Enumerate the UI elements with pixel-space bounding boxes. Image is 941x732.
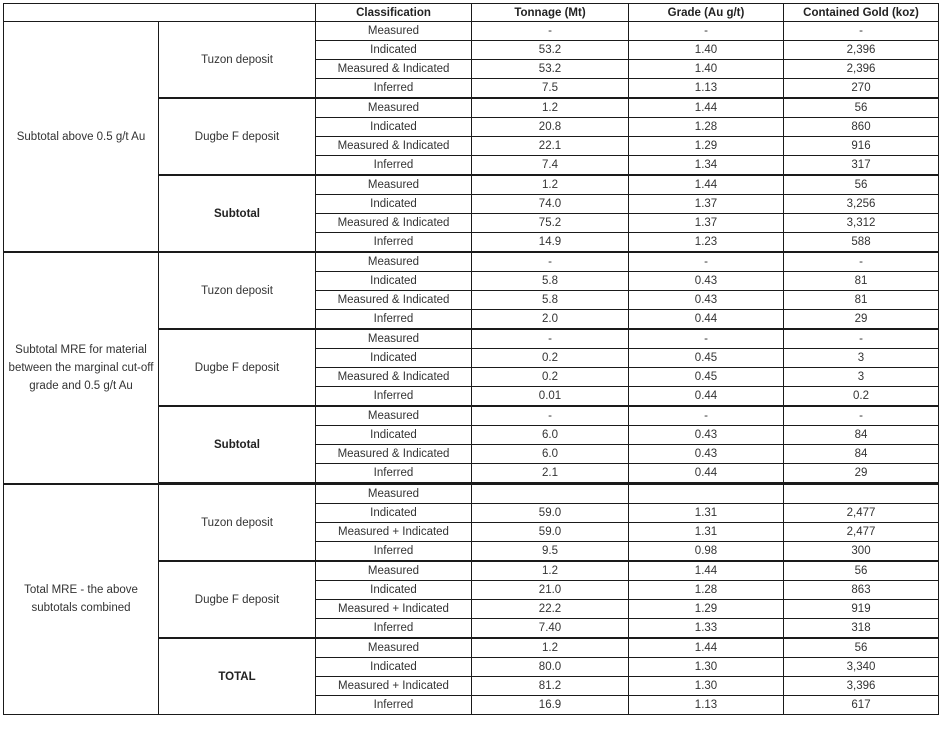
classification-cell: Measured & Indicated xyxy=(316,214,472,233)
classification-cell: Measured & Indicated xyxy=(316,368,472,387)
classification-cell: Measured & Indicated xyxy=(316,137,472,156)
classification-cell: Measured & Indicated xyxy=(316,291,472,310)
grade-cell: 1.23 xyxy=(629,233,784,253)
grade-cell: 1.28 xyxy=(629,118,784,137)
tonnage-cell: 2.0 xyxy=(472,310,629,330)
classification-cell: Measured & Indicated xyxy=(316,445,472,464)
header-tonnage: Tonnage (Mt) xyxy=(472,4,629,22)
group-label: Subtotal MRE for material between the marginal cut-off grade and 0.5 g/t Au xyxy=(4,252,159,484)
contained-gold-cell: 617 xyxy=(784,696,939,715)
grade-cell: 0.43 xyxy=(629,272,784,291)
grade-cell: 1.30 xyxy=(629,658,784,677)
classification-cell: Indicated xyxy=(316,41,472,60)
classification-cell: Measured + Indicated xyxy=(316,523,472,542)
grade-cell: 1.28 xyxy=(629,581,784,600)
header-contained-gold: Contained Gold (koz) xyxy=(784,4,939,22)
contained-gold-cell: 2,477 xyxy=(784,523,939,542)
contained-gold-cell: 3,396 xyxy=(784,677,939,696)
tonnage-cell: 53.2 xyxy=(472,60,629,79)
grade-cell: 1.44 xyxy=(629,561,784,581)
classification-cell: Indicated xyxy=(316,118,472,137)
contained-gold-cell: 863 xyxy=(784,581,939,600)
contained-gold-cell: 0.2 xyxy=(784,387,939,407)
grade-cell: 0.98 xyxy=(629,542,784,562)
contained-gold-cell: - xyxy=(784,252,939,272)
tonnage-cell: 59.0 xyxy=(472,523,629,542)
classification-cell: Measured xyxy=(316,175,472,195)
classification-cell: Measured xyxy=(316,329,472,349)
contained-gold-cell: 56 xyxy=(784,638,939,658)
contained-gold-cell: 56 xyxy=(784,175,939,195)
classification-cell: Inferred xyxy=(316,310,472,330)
classification-cell: Measured + Indicated xyxy=(316,677,472,696)
header-blank xyxy=(4,4,316,22)
classification-cell: Inferred xyxy=(316,387,472,407)
tonnage-cell: 7.5 xyxy=(472,79,629,99)
contained-gold-cell: 2,477 xyxy=(784,504,939,523)
grade-cell: 1.13 xyxy=(629,79,784,99)
tonnage-cell: - xyxy=(472,252,629,272)
mineral-resource-table xyxy=(3,3,939,715)
grade-cell: - xyxy=(629,329,784,349)
grade-cell: - xyxy=(629,406,784,426)
tonnage-cell: 22.1 xyxy=(472,137,629,156)
grade-cell: 0.43 xyxy=(629,445,784,464)
grade-cell: 1.34 xyxy=(629,156,784,176)
tonnage-cell: 7.40 xyxy=(472,619,629,639)
deposit-name: Dugbe F deposit xyxy=(159,329,316,406)
classification-cell: Inferred xyxy=(316,696,472,715)
classification-cell: Inferred xyxy=(316,464,472,484)
contained-gold-cell: - xyxy=(784,406,939,426)
contained-gold-cell: 300 xyxy=(784,542,939,562)
classification-cell: Indicated xyxy=(316,195,472,214)
table-body xyxy=(4,22,939,715)
tonnage-cell: 16.9 xyxy=(472,696,629,715)
grade-cell: 1.44 xyxy=(629,98,784,118)
contained-gold-cell: 2,396 xyxy=(784,60,939,79)
grade-cell: 1.29 xyxy=(629,137,784,156)
tonnage-cell: 6.0 xyxy=(472,426,629,445)
tonnage-cell: 80.0 xyxy=(472,658,629,677)
grade-cell xyxy=(629,484,784,504)
tonnage-cell: 59.0 xyxy=(472,504,629,523)
tonnage-cell: 53.2 xyxy=(472,41,629,60)
deposit-name: Tuzon deposit xyxy=(159,22,316,99)
grade-cell: 1.13 xyxy=(629,696,784,715)
contained-gold-cell: - xyxy=(784,22,939,41)
grade-cell: 1.29 xyxy=(629,600,784,619)
header-classification: Classification xyxy=(316,4,472,22)
contained-gold-cell: 2,396 xyxy=(784,41,939,60)
contained-gold-cell: 3,340 xyxy=(784,658,939,677)
tonnage-cell: 1.2 xyxy=(472,638,629,658)
tonnage-cell: 81.2 xyxy=(472,677,629,696)
contained-gold-cell: 919 xyxy=(784,600,939,619)
grade-cell: 1.33 xyxy=(629,619,784,639)
deposit-name: Dugbe F deposit xyxy=(159,98,316,175)
subtotal-label: Subtotal xyxy=(159,406,316,484)
tonnage-cell: 1.2 xyxy=(472,561,629,581)
header-grade: Grade (Au g/t) xyxy=(629,4,784,22)
tonnage-cell: 6.0 xyxy=(472,445,629,464)
grade-cell: 1.37 xyxy=(629,195,784,214)
contained-gold-cell: - xyxy=(784,329,939,349)
contained-gold-cell: 84 xyxy=(784,445,939,464)
table-row xyxy=(4,484,939,504)
grade-cell: 0.44 xyxy=(629,310,784,330)
classification-cell: Measured + Indicated xyxy=(316,600,472,619)
grade-cell: 0.44 xyxy=(629,464,784,484)
grade-cell: 1.30 xyxy=(629,677,784,696)
contained-gold-cell: 916 xyxy=(784,137,939,156)
contained-gold-cell: 860 xyxy=(784,118,939,137)
resource-table-container xyxy=(3,3,939,715)
classification-cell: Measured & Indicated xyxy=(316,60,472,79)
tonnage-cell: - xyxy=(472,406,629,426)
grade-cell: 0.45 xyxy=(629,368,784,387)
contained-gold-cell: 84 xyxy=(784,426,939,445)
classification-cell: Inferred xyxy=(316,233,472,253)
deposit-name: Dugbe F deposit xyxy=(159,561,316,638)
contained-gold-cell: 56 xyxy=(784,561,939,581)
tonnage-cell xyxy=(472,484,629,504)
contained-gold-cell: 3,312 xyxy=(784,214,939,233)
grade-cell: 1.44 xyxy=(629,175,784,195)
tonnage-cell: 74.0 xyxy=(472,195,629,214)
grade-cell: 1.44 xyxy=(629,638,784,658)
table-row xyxy=(4,252,939,272)
contained-gold-cell: 29 xyxy=(784,310,939,330)
tonnage-cell: 0.2 xyxy=(472,349,629,368)
tonnage-cell: 75.2 xyxy=(472,214,629,233)
table-row xyxy=(4,22,939,41)
tonnage-cell: 22.2 xyxy=(472,600,629,619)
contained-gold-cell: 56 xyxy=(784,98,939,118)
tonnage-cell: 0.2 xyxy=(472,368,629,387)
grade-cell: - xyxy=(629,22,784,41)
tonnage-cell: - xyxy=(472,329,629,349)
header-row xyxy=(4,4,939,22)
classification-cell: Inferred xyxy=(316,156,472,176)
subtotal-label: Subtotal xyxy=(159,175,316,252)
classification-cell: Indicated xyxy=(316,349,472,368)
contained-gold-cell: 81 xyxy=(784,272,939,291)
grade-cell: 0.45 xyxy=(629,349,784,368)
classification-cell: Indicated xyxy=(316,426,472,445)
contained-gold-cell: 270 xyxy=(784,79,939,99)
tonnage-cell: - xyxy=(472,22,629,41)
grade-cell: 0.43 xyxy=(629,291,784,310)
grade-cell: 1.31 xyxy=(629,523,784,542)
contained-gold-cell: 318 xyxy=(784,619,939,639)
classification-cell: Measured xyxy=(316,638,472,658)
classification-cell: Inferred xyxy=(316,619,472,639)
subtotal-label: TOTAL xyxy=(159,638,316,715)
classification-cell: Indicated xyxy=(316,504,472,523)
contained-gold-cell: 3,256 xyxy=(784,195,939,214)
tonnage-cell: 1.2 xyxy=(472,175,629,195)
tonnage-cell: 5.8 xyxy=(472,272,629,291)
group-label: Subtotal above 0.5 g/t Au xyxy=(4,22,159,253)
deposit-name: Tuzon deposit xyxy=(159,484,316,562)
classification-cell: Measured xyxy=(316,406,472,426)
tonnage-cell: 14.9 xyxy=(472,233,629,253)
contained-gold-cell: 3 xyxy=(784,349,939,368)
grade-cell: 1.37 xyxy=(629,214,784,233)
contained-gold-cell: 29 xyxy=(784,464,939,484)
grade-cell: 0.43 xyxy=(629,426,784,445)
contained-gold-cell: 317 xyxy=(784,156,939,176)
classification-cell: Measured xyxy=(316,561,472,581)
classification-cell: Inferred xyxy=(316,79,472,99)
tonnage-cell: 0.01 xyxy=(472,387,629,407)
classification-cell: Measured xyxy=(316,22,472,41)
tonnage-cell: 5.8 xyxy=(472,291,629,310)
contained-gold-cell: 588 xyxy=(784,233,939,253)
tonnage-cell: 20.8 xyxy=(472,118,629,137)
tonnage-cell: 21.0 xyxy=(472,581,629,600)
contained-gold-cell xyxy=(784,484,939,504)
contained-gold-cell: 81 xyxy=(784,291,939,310)
grade-cell: - xyxy=(629,252,784,272)
grade-cell: 1.31 xyxy=(629,504,784,523)
group-label: Total MRE - the above subtotals combined xyxy=(4,484,159,715)
classification-cell: Measured xyxy=(316,98,472,118)
contained-gold-cell: 3 xyxy=(784,368,939,387)
classification-cell: Indicated xyxy=(316,581,472,600)
classification-cell: Indicated xyxy=(316,272,472,291)
tonnage-cell: 2.1 xyxy=(472,464,629,484)
grade-cell: 1.40 xyxy=(629,60,784,79)
tonnage-cell: 7.4 xyxy=(472,156,629,176)
grade-cell: 0.44 xyxy=(629,387,784,407)
grade-cell: 1.40 xyxy=(629,41,784,60)
classification-cell: Inferred xyxy=(316,542,472,562)
classification-cell: Indicated xyxy=(316,658,472,677)
tonnage-cell: 9.5 xyxy=(472,542,629,562)
classification-cell: Measured xyxy=(316,252,472,272)
tonnage-cell: 1.2 xyxy=(472,98,629,118)
classification-cell: Measured xyxy=(316,484,472,504)
deposit-name: Tuzon deposit xyxy=(159,252,316,329)
